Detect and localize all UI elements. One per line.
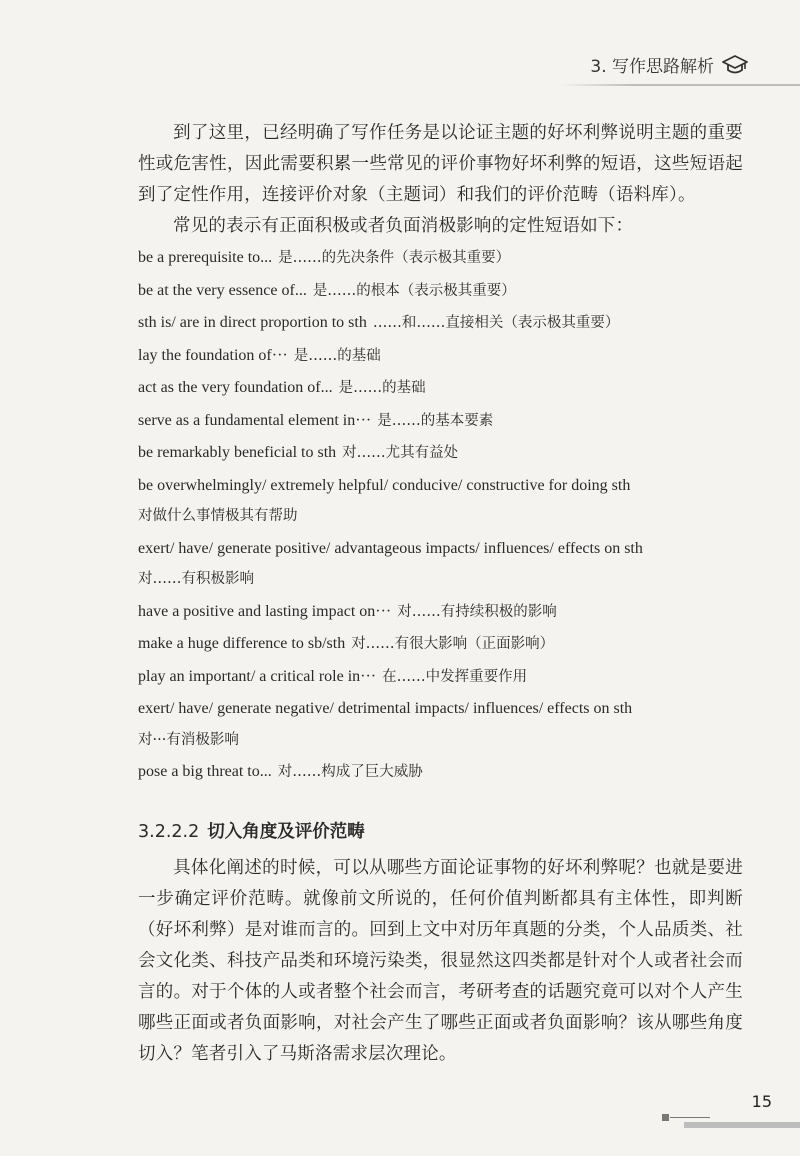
phrase-item: be remarkably beneficial to sth 对……尤其有益处 [138, 444, 459, 461]
phrase-item: sth is/ are in direct proportion to sth ……和……直接相关（表示极其重要） [138, 314, 620, 331]
phrase-item: exert/ have/ generate positive/ advantageous impacts/ influences/ effects on sth 对……有积极影响 [138, 539, 643, 587]
footer-decoration [658, 1112, 800, 1128]
phrase-item: have a positive and lasting impact on··· 对……有持续积极的影响 [138, 602, 557, 620]
graduation-cap-icon [722, 54, 748, 76]
phrase-item: make a huge difference to sb/sth 对……有很大影响（正面影响） [138, 635, 555, 652]
section-paragraph: 具体化阐述的时候，可以从哪些方面论证事物的好坏利弊呢？也就是要进一步确定评价范畴。就像前文所说的，任何价值判断都具有主体性，即判断（好坏利弊）是对谁而言的。回到上文中对历年真题的分类，个人品质类、社会文化类、科技产品类和环境污染类，很显然这四类都是针对个人或者社会而言的。对于个体的人或者整个社会而言，考研考查的话题究竟可以对个人产生哪些正面或者负面影响，对社会产生了哪些正面或者负面影响？该从哪些角度切入？笔者引入了马斯洛需求层次理论。 [138, 857, 743, 1064]
phrase-item: be a prerequisite to... 是……的先决条件（表示极其重要） [138, 249, 511, 266]
phrase-item: lay the foundation of··· 是……的基础 [138, 346, 381, 364]
intro-paragraph: 到了这里，已经明确了写作任务是以论证主题的好坏利弊说明主题的重要性或危害性，因此需要积累一些常见的评价事物好坏利弊的短语，这些短语起到了定性作用，连接评价对象（主题词）和我们的评价范畴（语料库）。 [138, 123, 743, 205]
running-header [590, 52, 748, 77]
phrase-item: be overwhelmingly/ extremely helpful/ conducive/ constructive for doing sth 对做什么事情极其有帮助 [138, 476, 631, 524]
section-heading [138, 817, 743, 847]
phrase-item: play an important/ a critical role in··· 在……中发挥重要作用 [138, 667, 528, 685]
phrase-item: pose a big threat to... 对……构成了巨大威胁 [138, 763, 423, 780]
list-intro: 常见的表示有正面积极或者负面消极影响的定性短语如下： [173, 216, 634, 236]
page-number: 15 [751, 1092, 772, 1111]
header-rule [560, 84, 800, 86]
phrase-item: exert/ have/ generate negative/ detrimental impacts/ influences/ effects on sth 对···有消极影响 [138, 700, 633, 748]
phrase-item: act as the very foundation of... 是……的基础 [138, 379, 426, 396]
section-number: 3.2.2.2 [138, 821, 200, 842]
page-content [138, 118, 743, 1070]
phrase-item: be at the very essence of... 是……的根本（表示极其重要） [138, 281, 516, 299]
section-title: 切入角度及评价范畴 [207, 821, 365, 842]
phrase-item: serve as a fundamental element in··· 是……的基本要素 [138, 411, 494, 429]
chapter-title: 3. 写作思路解析 [590, 57, 714, 77]
phrase-list [138, 242, 743, 789]
